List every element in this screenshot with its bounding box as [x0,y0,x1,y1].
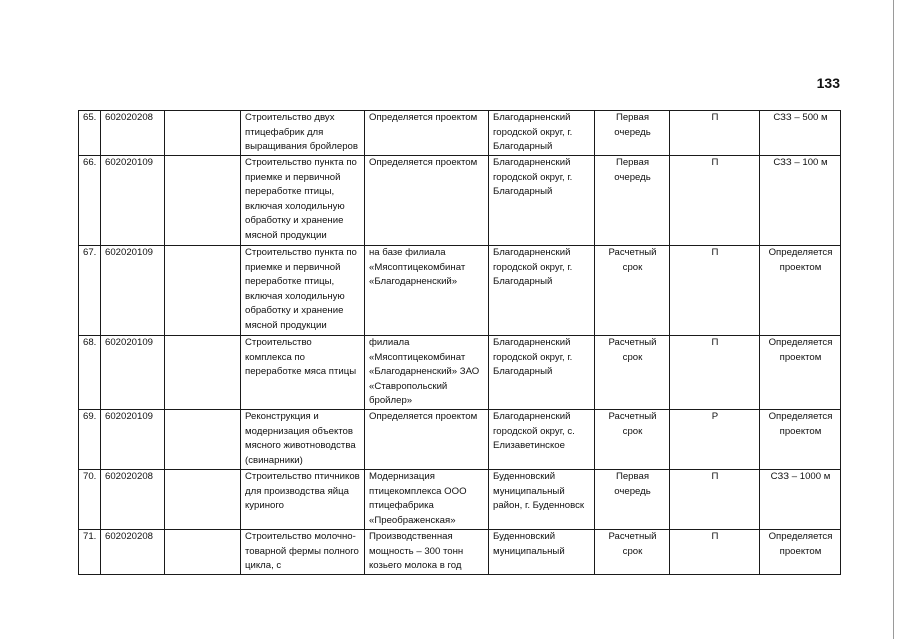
zone-cell: СЗЗ – 1000 м [760,470,841,530]
row-number-cell: 65. [79,111,101,156]
zone-cell: СЗЗ – 500 м [760,111,841,156]
status-cell: П [670,246,760,336]
empty-cell [165,470,241,530]
term-cell: Первая очередь [595,470,670,530]
object-name-cell: Строительство двух птицефабрик для выращивания бройлеров [241,111,365,156]
object-name-cell: Строительство молочно-товарной фермы полного цикла, с [241,530,365,575]
parameters-cell: Определяется проектом [365,410,489,470]
object-code-cell: 602020208 [101,111,165,156]
zone-cell: Определяется проектом [760,530,841,575]
objects-table [78,110,841,575]
status-cell: Р [670,410,760,470]
table-row [79,156,841,246]
empty-cell [165,246,241,336]
object-name-cell: Строительство комплекса по переработке мяса птицы [241,336,365,410]
object-code-cell: 602020208 [101,470,165,530]
term-cell: Расчетный срок [595,246,670,336]
term-cell: Расчетный срок [595,530,670,575]
object-name-cell: Строительство пункта по приемке и первичной переработке птицы, включая холодильную обработку и хранение мясной продукции [241,246,365,336]
location-cell: Благодарненский городской округ, г. Благодарный [489,111,595,156]
object-name-cell: Реконструкция и модернизация объектов мясного животноводства (свинарники) [241,410,365,470]
zone-cell: Определяется проектом [760,246,841,336]
table-row [79,111,841,156]
empty-cell [165,530,241,575]
location-cell: Буденновский муниципальный [489,530,595,575]
location-cell: Благодарненский городской округ, с. Елизаветинское [489,410,595,470]
location-cell: Буденновский муниципальный район, г. Буденновск [489,470,595,530]
zone-cell: Определяется проектом [760,336,841,410]
status-cell: П [670,111,760,156]
zone-cell: Определяется проектом [760,410,841,470]
parameters-cell: Модернизация птицекомплекса ООО птицефабрика «Преображенская» [365,470,489,530]
table-row [79,336,841,410]
table-row [79,246,841,336]
term-cell: Расчетный срок [595,410,670,470]
page-number: 133 [816,75,840,91]
row-number-cell: 66. [79,156,101,246]
empty-cell [165,336,241,410]
term-cell: Расчетный срок [595,336,670,410]
parameters-cell: на базе филиала «Мясоптицекомбинат «Благодарненский» [365,246,489,336]
parameters-cell: Определяется проектом [365,111,489,156]
row-number-cell: 71. [79,530,101,575]
table-body [79,111,841,575]
empty-cell [165,111,241,156]
status-cell: П [670,470,760,530]
row-number-cell: 68. [79,336,101,410]
row-number-cell: 70. [79,470,101,530]
row-number-cell: 69. [79,410,101,470]
parameters-cell: Производственная мощность – 300 тонн козьего молока в год [365,530,489,575]
object-code-cell: 602020208 [101,530,165,575]
page-edge-line [893,0,894,639]
object-name-cell: Строительство птичников для производства яйца куриного [241,470,365,530]
term-cell: Первая очередь [595,111,670,156]
table-row [79,530,841,575]
object-code-cell: 602020109 [101,156,165,246]
location-cell: Благодарненский городской округ, г. Благодарный [489,246,595,336]
location-cell: Благодарненский городской округ, г. Благодарный [489,336,595,410]
location-cell: Благодарненский городской округ, г. Благодарный [489,156,595,246]
status-cell: П [670,156,760,246]
table-row [79,470,841,530]
object-code-cell: 602020109 [101,410,165,470]
status-cell: П [670,530,760,575]
object-code-cell: 602020109 [101,336,165,410]
object-name-cell: Строительство пункта по приемке и первичной переработке птицы, включая холодильную обработку и хранение мясной продукции [241,156,365,246]
empty-cell [165,410,241,470]
empty-cell [165,156,241,246]
term-cell: Первая очередь [595,156,670,246]
object-code-cell: 602020109 [101,246,165,336]
parameters-cell: филиала «Мясоптицекомбинат «Благодарненский» ЗАО «Ставропольский бройлер» [365,336,489,410]
parameters-cell: Определяется проектом [365,156,489,246]
zone-cell: СЗЗ – 100 м [760,156,841,246]
table-row [79,410,841,470]
row-number-cell: 67. [79,246,101,336]
status-cell: П [670,336,760,410]
